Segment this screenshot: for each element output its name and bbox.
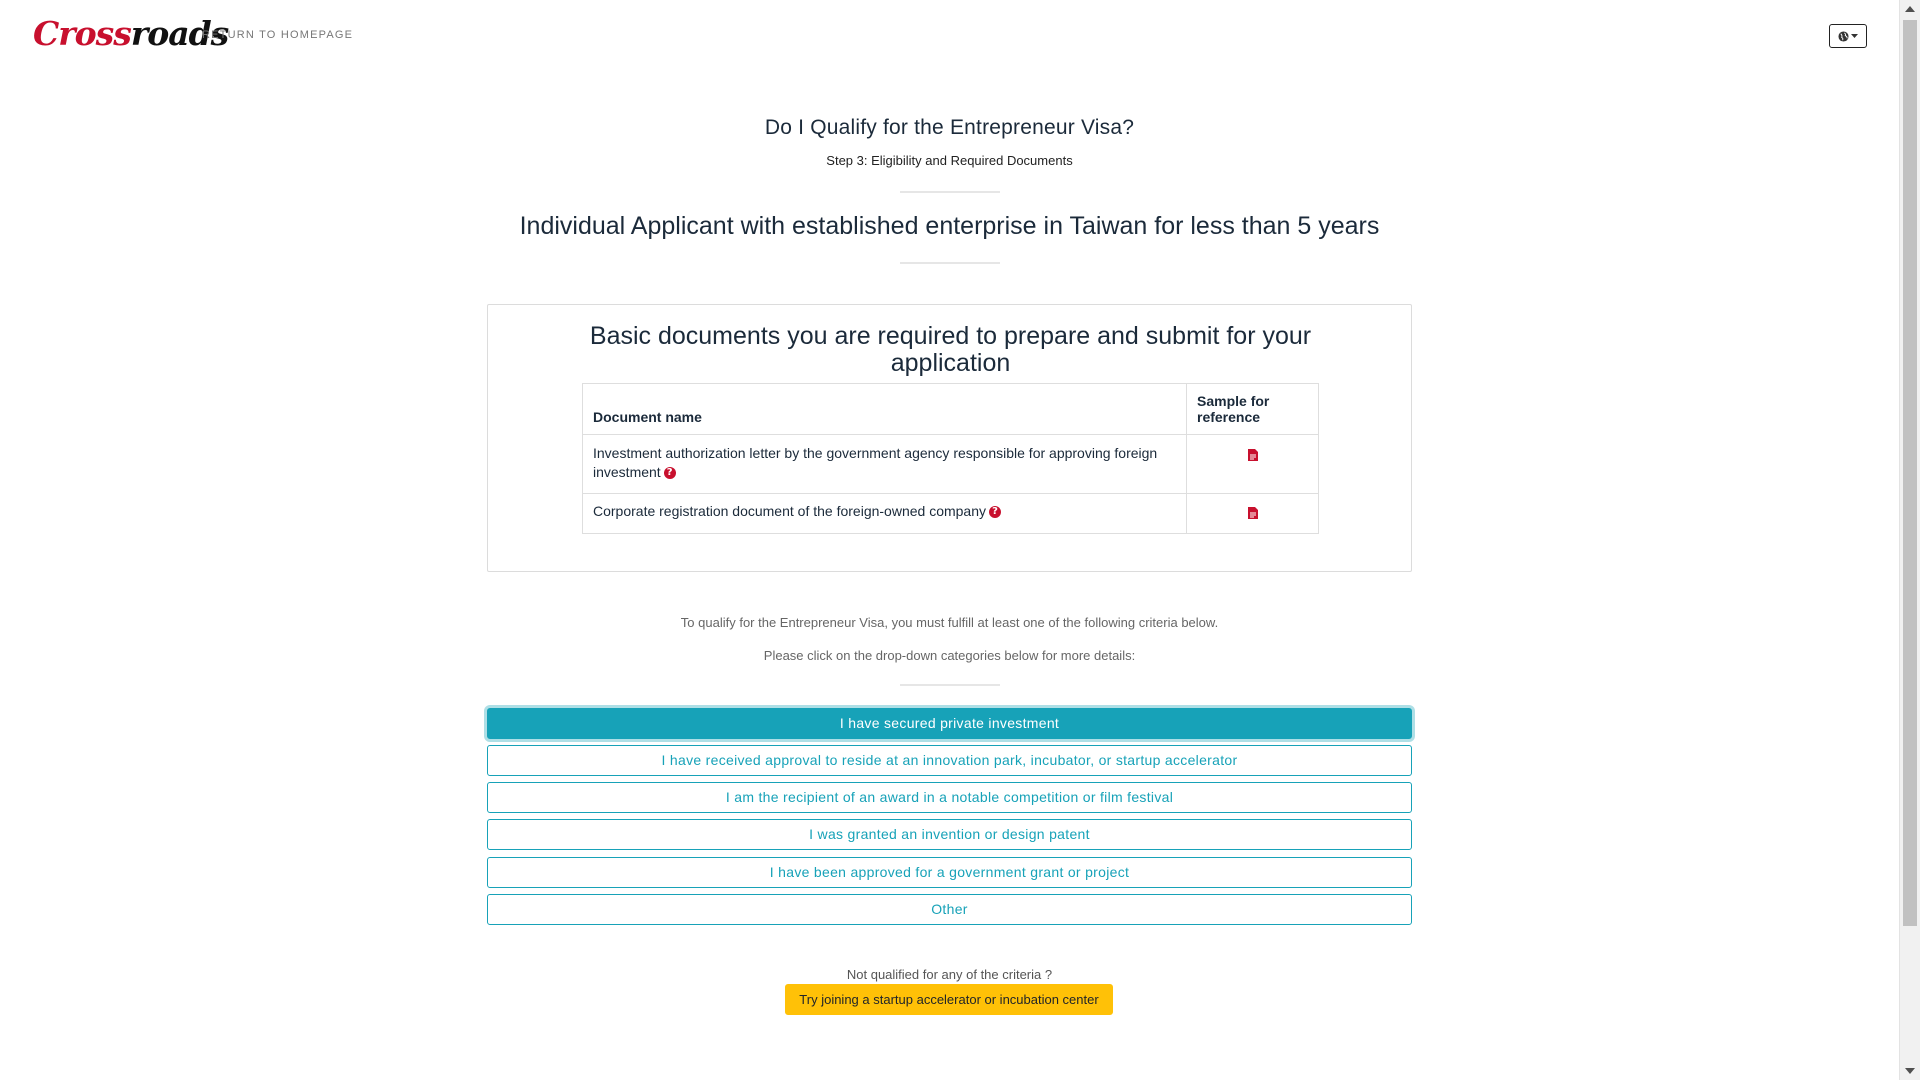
criteria-innovation-park-button[interactable]: I have received approval to reside at an innovation park, incubator, or startup accelerator — [487, 745, 1412, 776]
column-header-sample: Sample for reference — [1187, 384, 1319, 435]
logo-text-part1: Cross — [33, 14, 131, 53]
scrollbar-thumb[interactable] — [1903, 20, 1917, 926]
language-dropdown-button[interactable] — [1829, 24, 1867, 48]
sample-cell — [1187, 435, 1319, 494]
applicant-type-heading: Individual Applicant with established enterprise in Taiwan for less than 5 years — [519, 212, 1380, 240]
top-navbar — [0, 0, 1899, 72]
try-accelerator-button[interactable]: Try joining a startup accelerator or incubation center — [785, 984, 1113, 1015]
caret-down-icon — [1851, 34, 1858, 39]
document-name: Investment authorization letter by the government agency responsible for approving foreign investment — [593, 445, 1158, 480]
table-header-row — [583, 384, 1319, 435]
documents-heading: Basic documents you are required to prepare and submit for your application — [589, 322, 1312, 377]
divider — [900, 262, 1000, 264]
page-scrollbar[interactable] — [1899, 0, 1920, 1080]
page-title: Do I Qualify for the Entrepreneur Visa? — [764, 116, 1135, 139]
crossroads-logo[interactable] — [33, 14, 228, 54]
criteria-award-button[interactable]: I am the recipient of an award in a notable competition or film festival — [487, 782, 1412, 813]
criteria-private-investment-button[interactable]: I have secured private investment — [487, 708, 1412, 739]
question-circle-icon[interactable]: ? — [664, 467, 676, 479]
not-qualified-text: Not qualified for any of the criteria ? — [846, 967, 1053, 982]
table-row — [583, 494, 1319, 534]
criteria-instructions: Please click on the drop-down categories below for more details: — [763, 648, 1136, 663]
divider — [900, 191, 1000, 193]
document-name: Corporate registration document of the foreign-owned company — [593, 503, 986, 519]
document-name-cell — [583, 494, 1187, 534]
criteria-government-grant-button[interactable]: I have been approved for a government grant or project — [487, 857, 1412, 888]
scroll-up-arrow-icon[interactable] — [1905, 6, 1915, 12]
table-row — [583, 435, 1319, 494]
criteria-patent-button[interactable]: I was granted an invention or design patent — [487, 819, 1412, 850]
documents-table — [582, 383, 1319, 534]
page-subtitle: Step 3: Eligibility and Required Documents — [826, 153, 1073, 168]
scroll-down-arrow-icon[interactable] — [1905, 1068, 1915, 1074]
column-header-document-name: Document name — [583, 384, 1187, 435]
sample-cell — [1187, 494, 1319, 534]
document-name-cell — [583, 435, 1187, 494]
question-circle-icon[interactable]: ? — [989, 506, 1001, 518]
pdf-file-icon[interactable] — [1248, 447, 1258, 466]
logo-text-part2: roads — [130, 14, 229, 53]
criteria-note: To qualify for the Entrepreneur Visa, you must fulfill at least one of the following criteria below. — [680, 615, 1219, 630]
required-documents-card — [487, 304, 1412, 572]
return-to-homepage-link[interactable]: RETURN TO HOMEPAGE — [202, 29, 354, 41]
divider — [900, 684, 1000, 686]
globe-icon — [1838, 31, 1849, 42]
pdf-file-icon[interactable] — [1248, 506, 1258, 522]
criteria-other-button[interactable]: Other — [487, 894, 1412, 925]
